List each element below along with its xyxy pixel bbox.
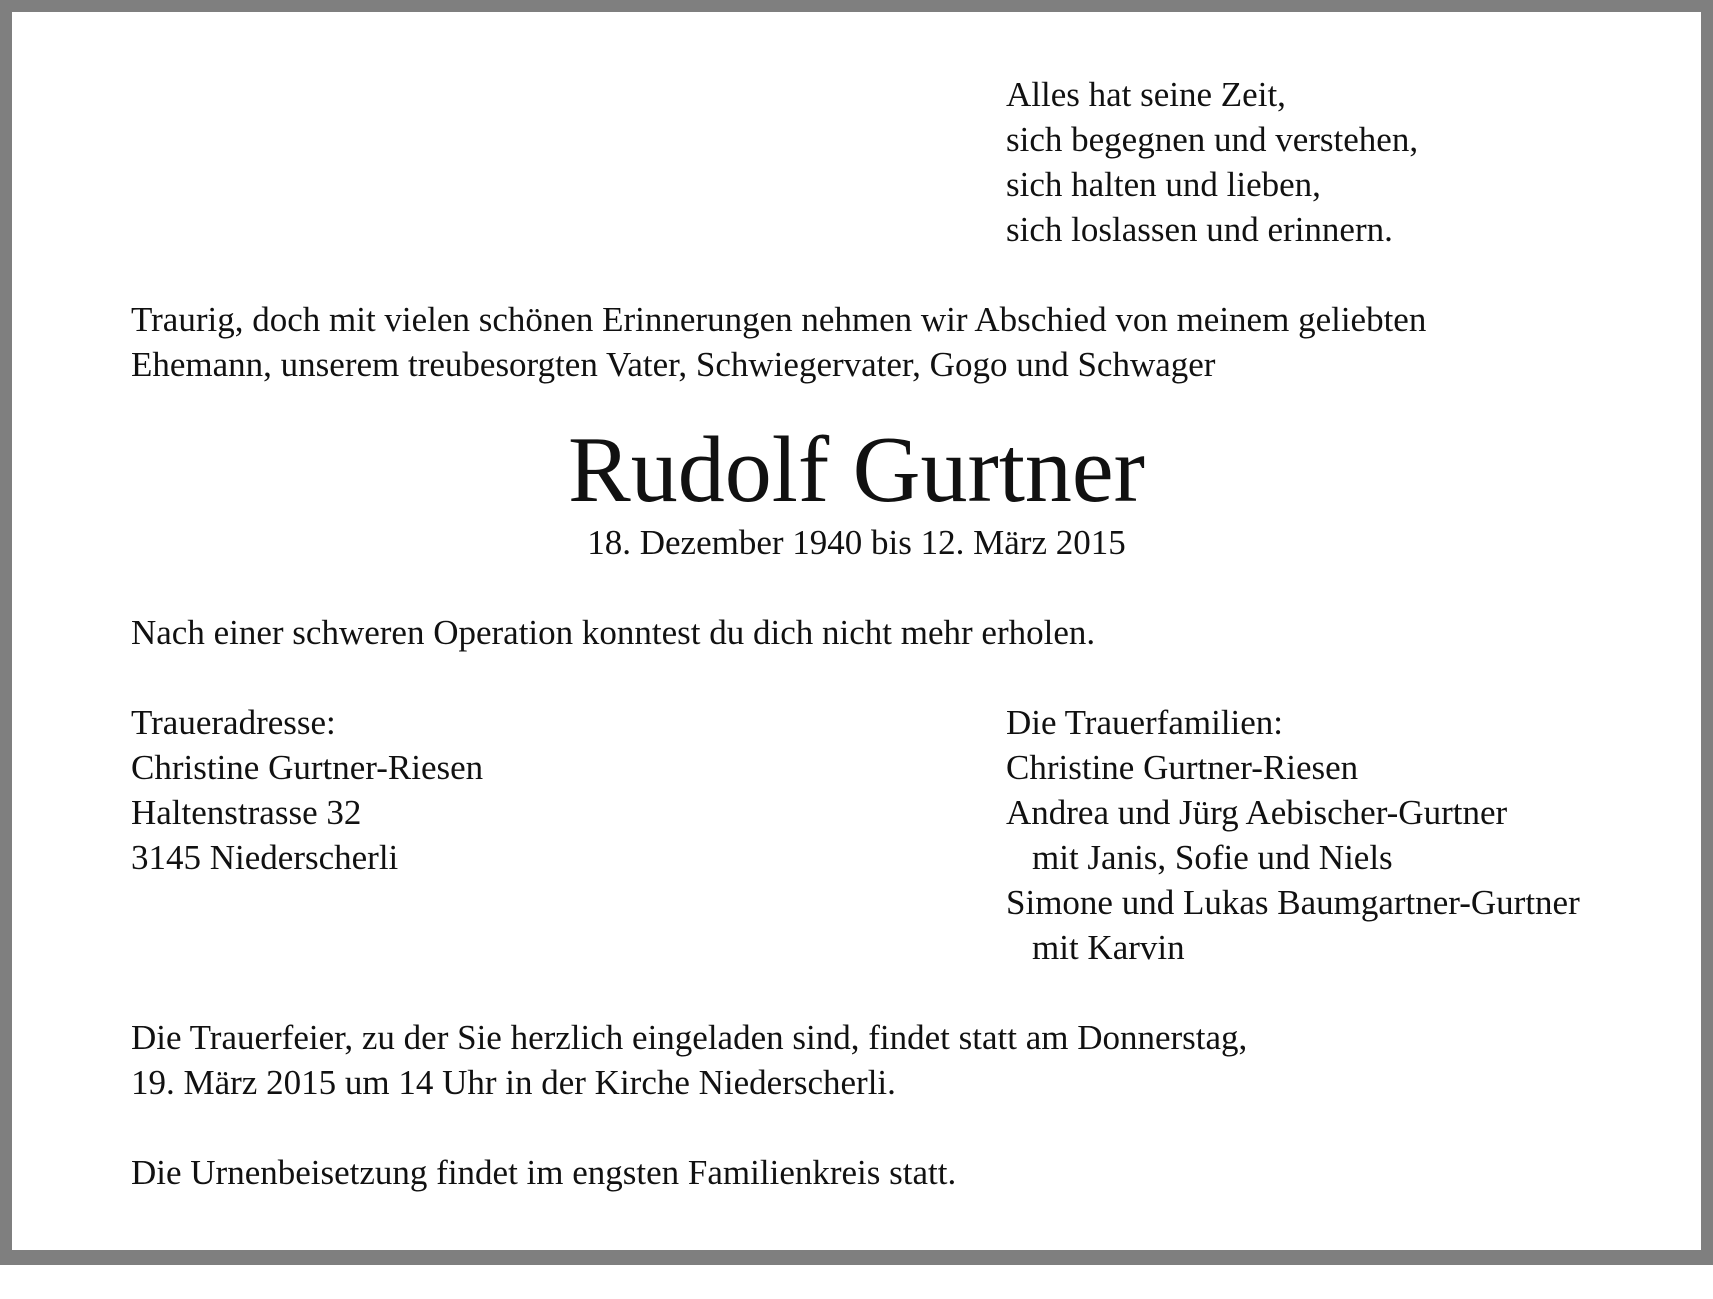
poem-line: sich loslassen und erinnern.: [1006, 210, 1393, 249]
address-line: Haltenstrasse 32: [131, 793, 362, 832]
deceased-name: Rudolf Gurtner: [568, 418, 1145, 522]
border-right: [1701, 0, 1713, 1265]
address-line: 3145 Niederscherli: [131, 838, 399, 877]
ceremony-line: 19. März 2015 um 14 Uhr in der Kirche Niederscherli.: [131, 1063, 896, 1102]
border-bottom: [0, 1250, 1713, 1265]
family-line: Simone und Lukas Baumgartner-Gurtner: [1006, 883, 1580, 922]
urn-burial-text: Die Urnenbeisetzung findet im engsten Familienkreis statt.: [131, 1153, 957, 1192]
families-heading: Die Trauerfamilien:: [1006, 703, 1284, 742]
border-left: [0, 0, 12, 1265]
ceremony-text: [131, 1015, 1247, 1105]
life-dates: 18. Dezember 1940 bis 12. März 2015: [587, 523, 1126, 562]
intro-line: Ehemann, unserem treubesorgten Vater, Schwiegervater, Gogo und Schwager: [131, 345, 1216, 384]
border-top: [0, 0, 1713, 12]
address-line: Christine Gurtner-Riesen: [131, 748, 484, 787]
poem-line: sich begegnen und verstehen,: [1006, 120, 1419, 159]
poem-line: Alles hat seine Zeit,: [1006, 75, 1286, 114]
poem-line: sich halten und lieben,: [1006, 165, 1321, 204]
family-line-children: mit Karvin: [1032, 928, 1185, 967]
family-line: Christine Gurtner-Riesen: [1006, 748, 1359, 787]
intro-line: Traurig, doch mit vielen schönen Erinnerungen nehmen wir Abschied von meinem geliebten: [131, 300, 1427, 339]
ceremony-line: Die Trauerfeier, zu der Sie herzlich eingeladen sind, findet statt am Donnerstag,: [131, 1018, 1248, 1057]
family-line-children: mit Janis, Sofie und Niels: [1032, 838, 1393, 877]
mourning-address: [131, 700, 483, 880]
note-text: Nach einer schweren Operation konntest du dich nicht mehr erholen.: [131, 613, 1096, 652]
mourning-families: [1006, 700, 1580, 970]
poem: [1006, 72, 1418, 252]
intro-text: [131, 297, 1426, 387]
address-heading: Traueradresse:: [131, 703, 336, 742]
family-line: Andrea und Jürg Aebischer-Gurtner: [1006, 793, 1508, 832]
